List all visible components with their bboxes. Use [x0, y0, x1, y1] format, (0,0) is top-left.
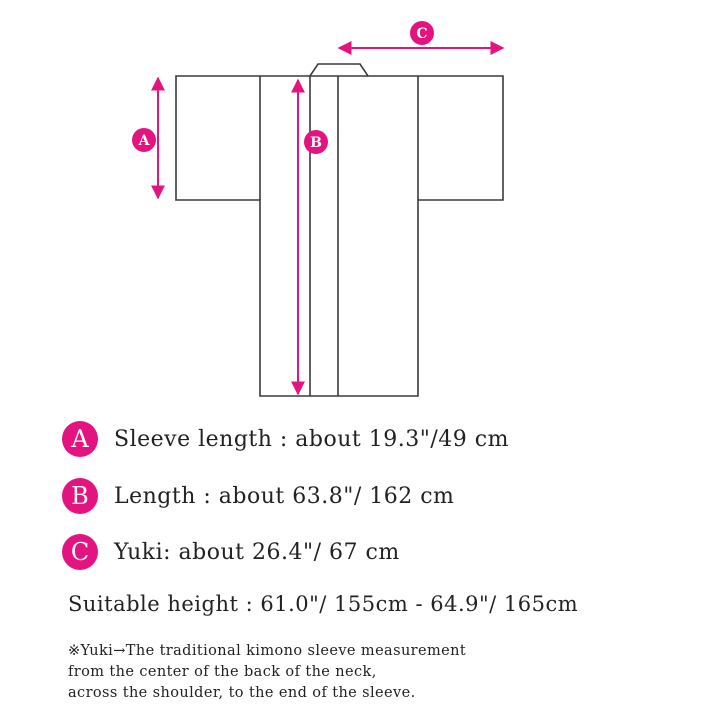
yuki-note-line: from the center of the back of the neck,	[68, 664, 377, 680]
legend-row-yuki	[62, 532, 400, 572]
marker-c-label: C	[416, 26, 428, 42]
legend-text-sleeve-length: Sleeve length : about 19.3"/49 cm	[114, 426, 509, 452]
kimono-outline	[176, 64, 503, 396]
legend-row-length	[62, 476, 454, 516]
suitable-height: Suitable height : 61.0"/ 155cm - 64.9"/ 165cm	[68, 592, 579, 616]
marker-c	[410, 21, 434, 45]
legend-marker-c: C	[62, 534, 98, 570]
legend-text-yuki: Yuki: about 26.4"/ 67 cm	[114, 539, 400, 565]
yuki-note	[68, 641, 708, 704]
legend-marker-a: A	[62, 421, 98, 457]
yuki-note-line: ※Yuki→The traditional kimono sleeve measurement	[68, 643, 467, 659]
legend-text-length: Length : about 63.8"/ 162 cm	[114, 483, 455, 509]
marker-b	[304, 130, 328, 154]
kimono-body-outline	[176, 64, 503, 396]
legend-marker-b: B	[62, 478, 98, 514]
legend-row-sleeve-length	[62, 419, 509, 459]
yuki-note-line: across the shoulder, to the end of the sleeve.	[68, 685, 416, 701]
marker-a-label: A	[138, 133, 150, 149]
marker-b-label: B	[310, 135, 322, 151]
marker-a	[132, 128, 156, 152]
